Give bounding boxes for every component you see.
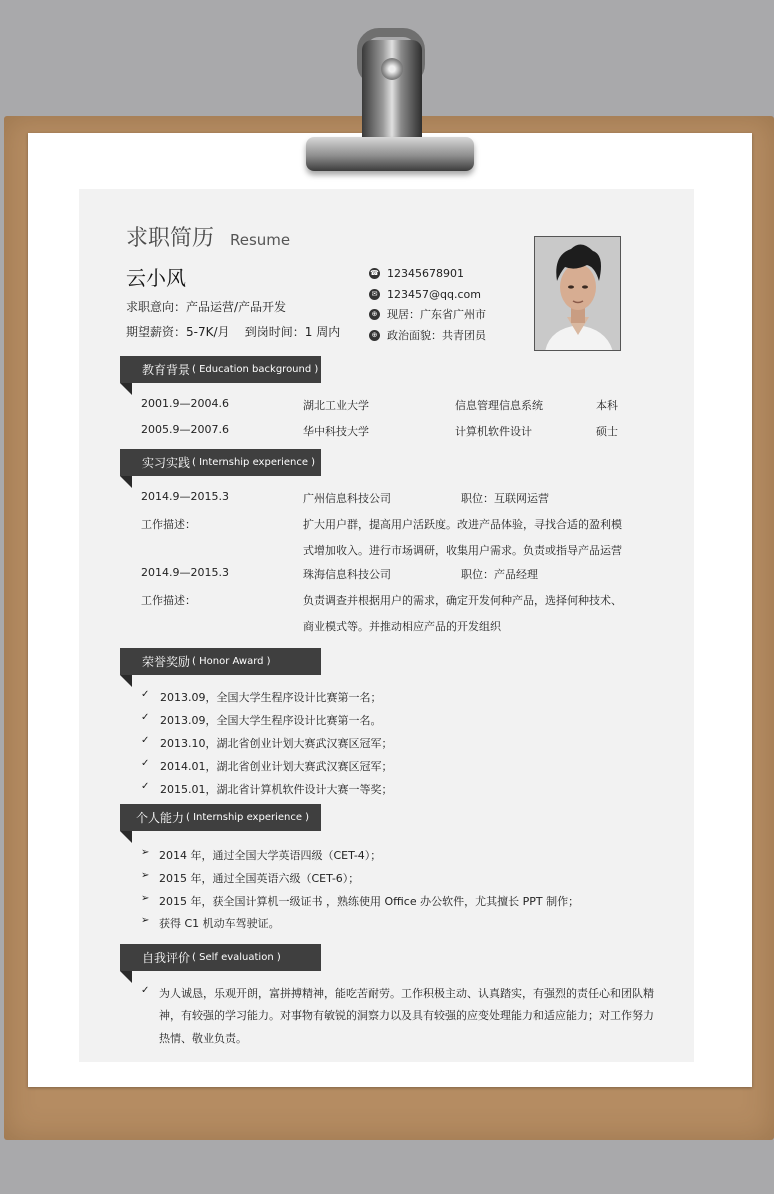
- job-desc-label: 工作描述：: [141, 594, 196, 607]
- honor-item: 2015.01，湖北省计算机软件设计大赛一等奖；: [160, 783, 393, 796]
- section-education-header: [120, 356, 321, 383]
- contact-location: [369, 306, 486, 322]
- arrow-bullet-icon: ➢: [141, 893, 150, 904]
- flag-icon: ⊕: [369, 330, 380, 341]
- contact-phone-text: 12345678901: [387, 266, 464, 280]
- resume-title-en: Resume: [230, 231, 291, 249]
- job-desc-line: 商业模式等。并推动相应产品的开发组织: [303, 620, 501, 633]
- ability-item: 2014 年，通过全国大学英语四级（CET-4）；: [159, 849, 382, 862]
- self-eval-line: 神，有较强的学习能力。对事物有敏锐的洞察力以及具有较强的应变处理能力和适应能力；对工作努力: [159, 1009, 654, 1022]
- job-intent: 求职意向：产品运营/产品开发: [126, 300, 287, 314]
- contact-phone: [369, 265, 464, 281]
- applicant-name: 云小风: [126, 266, 186, 290]
- clip-body: [362, 40, 422, 142]
- arrow-bullet-icon: ➢: [141, 915, 150, 926]
- check-icon: ✓: [141, 735, 150, 746]
- email-icon: ✉: [369, 289, 380, 300]
- edu-period: 2001.9—2004.6: [141, 397, 229, 410]
- job-desc-label: 工作描述：: [141, 518, 196, 531]
- section-honor-header: [120, 648, 321, 675]
- contact-political: [369, 327, 486, 343]
- check-icon: ✓: [141, 758, 150, 769]
- section-self-eval-title: 自我评价: [142, 951, 191, 965]
- phone-icon: ☎: [370, 268, 379, 277]
- honor-item: 2013.09，全国大学生程序设计比赛第一名。: [160, 714, 382, 727]
- salary-availability: 期望薪资：5-7K/月 到岗时间：1 周内: [126, 325, 341, 339]
- job-position: 职位：产品经理: [461, 568, 538, 581]
- self-eval-line: 为人诚恳，乐观开朗，富拼搏精神，能吃苦耐劳。工作积极主动、认真踏实，有强烈的责任心和团队精: [159, 987, 654, 1000]
- section-education-title: 教育背景: [142, 363, 191, 377]
- clip-base: [306, 137, 474, 171]
- job-period: 2014.9—2015.3: [141, 490, 229, 503]
- check-icon: ✓: [141, 689, 150, 700]
- section-self-eval-title-en: ( Self evaluation ): [192, 952, 281, 963]
- honor-item: 2014.01，湖北省创业计划大赛武汉赛区冠军；: [160, 760, 393, 773]
- section-internship-title: 实习实践: [142, 456, 191, 470]
- section-self-eval-header: [120, 944, 321, 971]
- contact-location-text: 现居：广东省广州市: [387, 308, 486, 321]
- section-ability-title: 个人能力: [136, 811, 185, 825]
- section-ability-fold: [120, 831, 132, 843]
- check-icon: ✓: [141, 781, 150, 792]
- ability-item: 2015 年，通过全国英语六级（CET-6）；: [159, 872, 360, 885]
- edu-school: 湖北工业大学: [303, 399, 369, 412]
- section-internship-fold: [120, 476, 132, 488]
- job-company: 珠海信息科技公司: [303, 568, 391, 581]
- job-desc-line: 负责调查并根据用户的需求，确定开发何种产品，选择何种技术、: [303, 594, 622, 607]
- arrow-bullet-icon: ➢: [141, 870, 150, 881]
- profile-photo: [534, 236, 621, 351]
- edu-major: 信息管理信息系统: [455, 399, 543, 412]
- edu-degree: 硕士: [596, 425, 618, 438]
- job-desc-line: 式增加收入。进行市场调研，收集用户需求。负责或指导产品运营: [303, 544, 622, 557]
- edu-major: 计算机软件设计: [455, 425, 532, 438]
- section-internship-title-en: ( Internship experience ): [192, 457, 316, 468]
- job-position: 职位：互联网运营: [461, 492, 549, 505]
- section-honor-title: 荣誉奖励: [142, 655, 191, 669]
- job-period: 2014.9—2015.3: [141, 566, 229, 579]
- section-education-fold: [120, 383, 132, 395]
- section-education-title-en: ( Education background ): [192, 364, 319, 375]
- self-eval-line: 热情、敬业负责。: [159, 1032, 247, 1045]
- section-honor-title-en: ( Honor Award ): [192, 656, 271, 667]
- section-ability-title-en: ( Internship experience ): [186, 812, 310, 823]
- contact-email-text: 123457@qq.com: [387, 287, 481, 301]
- check-icon: ✓: [141, 712, 150, 723]
- section-honor-fold: [120, 675, 132, 687]
- edu-school: 华中科技大学: [303, 425, 369, 438]
- portrait-illustration: [535, 237, 621, 351]
- location-icon: ⊕: [369, 309, 380, 320]
- contact-political-text: 政治面貌：共青团员: [387, 329, 486, 342]
- section-self-eval-fold: [120, 971, 132, 983]
- arrow-bullet-icon: ➢: [141, 847, 150, 858]
- ability-item: 获得 C1 机动车驾驶证。: [159, 917, 280, 930]
- honor-item: 2013.10，湖北省创业计划大赛武汉赛区冠军；: [160, 737, 393, 750]
- clip-rivet: [381, 58, 403, 80]
- edu-period: 2005.9—2007.6: [141, 423, 229, 436]
- ability-item: 2015 年，获全国计算机一级证书 ，熟练使用 Office 办公软件，尤其擅长 PPT 制作；: [159, 895, 580, 908]
- job-desc-line: 扩大用户群，提高用户活跃度。改进产品体验，寻找合适的盈利模: [303, 518, 622, 531]
- contact-email: [369, 286, 481, 302]
- section-ability-header: [120, 804, 321, 831]
- check-icon: ✓: [141, 985, 150, 996]
- job-company: 广州信息科技公司: [303, 492, 391, 505]
- honor-item: 2013.09，全国大学生程序设计比赛第一名；: [160, 691, 382, 704]
- section-internship-header: [120, 449, 321, 476]
- edu-degree: 本科: [596, 399, 618, 412]
- resume-title: 求职简历: [126, 226, 215, 251]
